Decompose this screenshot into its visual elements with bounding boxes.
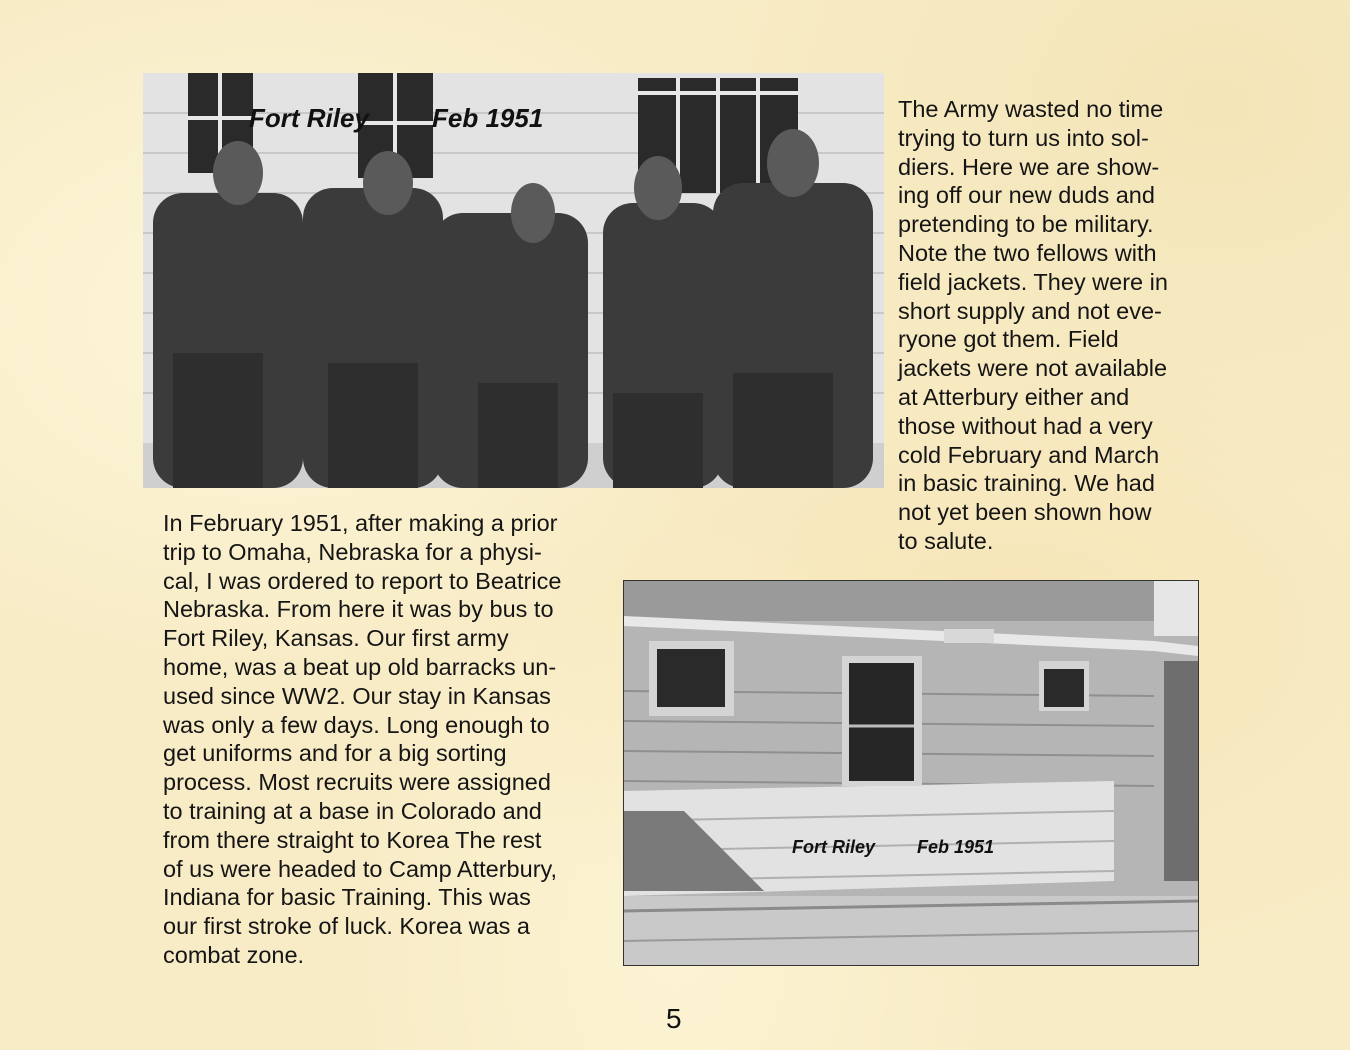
text-line: jackets were not available	[898, 355, 1168, 382]
text-line: field jackets. They were in	[898, 268, 1168, 295]
soldiers-saluting-image	[143, 73, 884, 488]
text-line: in basic training. We had	[898, 470, 1155, 497]
text-line: used since WW2. Our stay in Kansas	[163, 682, 551, 709]
text-line: ryone got them. Field	[898, 326, 1119, 353]
text-line: of us were headed to Camp Atterbury,	[163, 855, 558, 882]
text-line: In February 1951, after making a prior	[163, 510, 558, 536]
text-line: get uniforms and for a big sorting	[163, 740, 507, 767]
text-line: ing off our new duds and	[898, 182, 1155, 209]
photo-soldiers-saluting	[143, 73, 884, 488]
text-line: cold February and March	[898, 441, 1160, 468]
text-line: home, was a beat up old barracks un-	[163, 653, 557, 680]
photo-barracks-building	[623, 580, 1199, 966]
text-line: was only a few days. Long enough to	[163, 711, 550, 738]
barracks-image	[624, 581, 1198, 965]
photo-caption-date: Feb 1951	[432, 103, 544, 133]
text-line: trip to Omaha, Nebraska for a physi-	[163, 538, 542, 565]
text-line: our first stroke of luck. Korea was a	[163, 913, 531, 940]
text-line: not yet been shown how	[898, 499, 1152, 526]
text-line: Note the two fellows with	[898, 239, 1157, 266]
text-line: combat zone.	[163, 941, 305, 968]
text-line: Indiana for basic Training. This was	[163, 884, 531, 911]
text-line: those without had a very	[898, 412, 1153, 439]
text-line: from there straight to Korea The rest	[163, 826, 542, 853]
text-line: The Army wasted no time	[898, 96, 1164, 122]
text-line: short supply and not eve-	[898, 297, 1162, 324]
page-number: 5	[666, 1003, 682, 1034]
text-line: Nebraska. From here it was by bus to	[163, 596, 554, 623]
text-line: process. Most recruits were assigned	[163, 769, 551, 796]
text-line: trying to turn us into sol-	[898, 124, 1149, 151]
text-line: to training at a base in Colorado and	[163, 797, 542, 824]
photo-caption-place: Fort Riley	[249, 103, 369, 133]
narrative-text	[163, 509, 561, 970]
text-line: at Atterbury either and	[898, 383, 1130, 410]
text-line: cal, I was ordered to report to Beatrice	[163, 567, 562, 594]
text-line: Fort Riley, Kansas. Our first army	[163, 625, 509, 652]
photo-caption-date: Feb 1951	[917, 837, 995, 857]
photo-description-text	[898, 95, 1168, 556]
text-line: to salute.	[898, 527, 994, 554]
text-line: diers. Here we are show-	[898, 153, 1160, 180]
photo-caption-place: Fort Riley	[792, 837, 876, 857]
text-line: pretending to be military.	[898, 211, 1154, 238]
